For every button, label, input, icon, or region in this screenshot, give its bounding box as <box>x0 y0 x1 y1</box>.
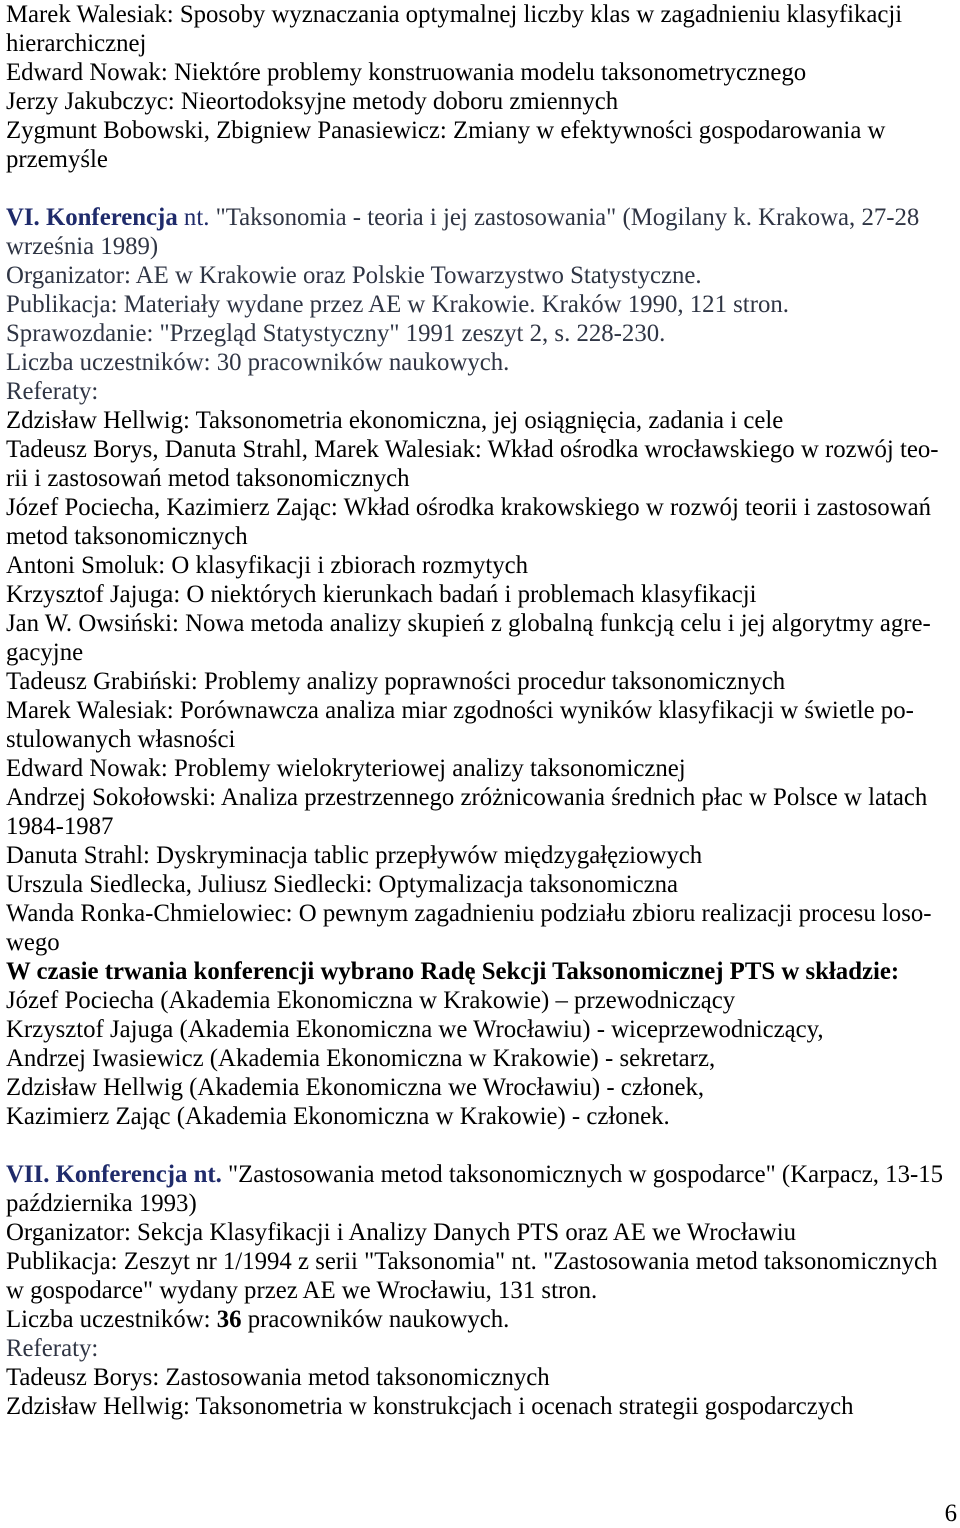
conference-vi-participants: Liczba uczestników: 30 pracowników naukowych. <box>6 349 510 376</box>
conference-vi-title: "Taksonomia - teoria i jej zastosowania" (Mogilany k. Krakowa, 27-28 września 1989) <box>6 204 920 260</box>
council-member: Andrzej Iwasiewicz (Akademia Ekonomiczna w Krakowie) - sekretarz, <box>6 1045 716 1072</box>
conference-vi-organizer: Organizator: AE w Krakowie oraz Polskie Towarzystwo Statystyczne. <box>6 262 702 289</box>
conference-vi-talks-list <box>6 406 954 957</box>
conference-vi-report: Sprawozdanie: "Przegląd Statystyczny" 1991 zeszyt 2, s. 228-230. <box>6 320 666 347</box>
talk-item: Edward Nowak: Niektóre problemy konstruowania modelu taksonometrycznego <box>6 59 807 86</box>
council-list <box>6 986 954 1131</box>
page-number: 6 <box>944 1500 957 1527</box>
conference-vii-title: "Zastosowania metod taksonomicznych w gospodarce" (Karpacz, 13-15 października 1993) <box>6 1161 944 1217</box>
council-member: Krzysztof Jajuga (Akademia Ekonomiczna we Wrocławiu) - wiceprzewodniczący, <box>6 1016 824 1043</box>
talk-item: Edward Nowak: Problemy wielokryteriowej analizy taksonomicznej <box>6 755 686 782</box>
blank-line <box>6 174 954 203</box>
conference-vi-publication: Publikacja: Materiały wydane przez AE w Krakowie. Kraków 1990, 121 stron. <box>6 291 789 318</box>
talk-item: Andrzej Sokołowski: Analiza przestrzennego zróżnicowania średnich płac w Polsce w latach 1984-1987 <box>6 784 928 840</box>
talk-item: Zdzisław Hellwig: Taksonometria w konstrukcjach i ocenach strategii gospodarczych <box>6 1393 854 1420</box>
conference-vii-heading <box>6 1160 954 1218</box>
participants-suffix: pracowników naukowych. <box>241 1306 510 1333</box>
participants-count: 36 <box>216 1306 242 1333</box>
talk-item: Józef Pociecha, Kazimierz Zając: Wkład ośrodka krakowskiego w rozwój teorii i zastosowań metod taksonomicznych <box>6 494 931 550</box>
talk-item: Tadeusz Borys, Danuta Strahl, Marek Walesiak: Wkład ośrodka wrocławskiego w rozwój teo- rii i zastosowań metod taksonomicznych <box>6 436 939 492</box>
conference-vii-talks-list <box>6 1363 954 1421</box>
conference-vii-organizer: Organizator: Sekcja Klasyfikacji i Analizy Danych PTS oraz AE we Wrocławiu <box>6 1219 796 1246</box>
talk-item: Marek Walesiak: Sposoby wyznaczania optymalnej liczby klas w zagadnieniu klasyfikacji hierarchicznej <box>6 1 903 57</box>
conference-vi-heading <box>6 203 954 261</box>
conference-vi-label: VI. Konferencja <box>6 204 178 231</box>
council-member: Kazimierz Zając (Akademia Ekonomiczna w Krakowie) - członek. <box>6 1103 670 1130</box>
talk-item: Urszula Siedlecka, Juliusz Siedlecki: Optymalizacja taksonomiczna <box>6 871 679 898</box>
talk-item: Zygmunt Bobowski, Zbigniew Panasiewicz: Zmiany w efektywności gospodarowania w przemyśle <box>6 117 886 173</box>
blank-line <box>6 1131 954 1160</box>
talk-item: Antoni Smoluk: O klasyfikacji i zbiorach rozmytych <box>6 552 529 579</box>
talk-item: Danuta Strahl: Dyskryminacja tablic przepływów międzygałęziowych <box>6 842 703 869</box>
talk-item: Zdzisław Hellwig: Taksonometria ekonomiczna, jej osiągnięcia, zadania i cele <box>6 407 784 434</box>
conference-vi-talks-label: Referaty: <box>6 378 99 405</box>
talk-item: Krzysztof Jajuga: O niektórych kierunkach badań i problemach klasyfikacji <box>6 581 757 608</box>
conference-vii-talks-label: Referaty: <box>6 1335 99 1362</box>
document-page <box>6 0 954 1421</box>
talk-item: Jerzy Jakubczyc: Nieortodoksyjne metody doboru zmiennych <box>6 88 619 115</box>
conference-vi-nt: nt. <box>177 204 210 231</box>
talk-item: Tadeusz Borys: Zastosowania metod taksonomicznych <box>6 1364 550 1391</box>
conference-vii-publication: Publikacja: Zeszyt nr 1/1994 z serii "Taksonomia" nt. "Zastosowania metod taksonomicznych w gospodarce" wydany przez AE we Wrocławiu, 131 stron. <box>6 1248 938 1304</box>
talk-item: Tadeusz Grabiński: Problemy analizy poprawności procedur taksonomicznych <box>6 668 786 695</box>
conference-vii-label: VII. Konferencja nt. <box>6 1161 222 1188</box>
talk-item: Marek Walesiak: Porównawcza analiza miar zgodności wyników klasyfikacji w świetle po- stulowanych własności <box>6 697 914 753</box>
conference-vii-participants <box>6 1305 954 1334</box>
talk-item: Wanda Ronka-Chmielowiec: O pewnym zagadnieniu podziału zbioru realizacji procesu loso- wego <box>6 900 932 956</box>
talk-item: Jan W. Owsiński: Nowa metoda analizy skupień z globalną funkcją celu i jej algorytmy agre- gacyjne <box>6 610 931 666</box>
council-member: Zdzisław Hellwig (Akademia Ekonomiczna we Wrocławiu) - członek, <box>6 1074 705 1101</box>
council-heading: W czasie trwania konferencji wybrano Radę Sekcji Taksonomicznej PTS w składzie: <box>6 958 900 985</box>
participants-prefix: Liczba uczestników: <box>6 1306 217 1333</box>
council-member: Józef Pociecha (Akademia Ekonomiczna w Krakowie) – przewodniczący <box>6 987 736 1014</box>
